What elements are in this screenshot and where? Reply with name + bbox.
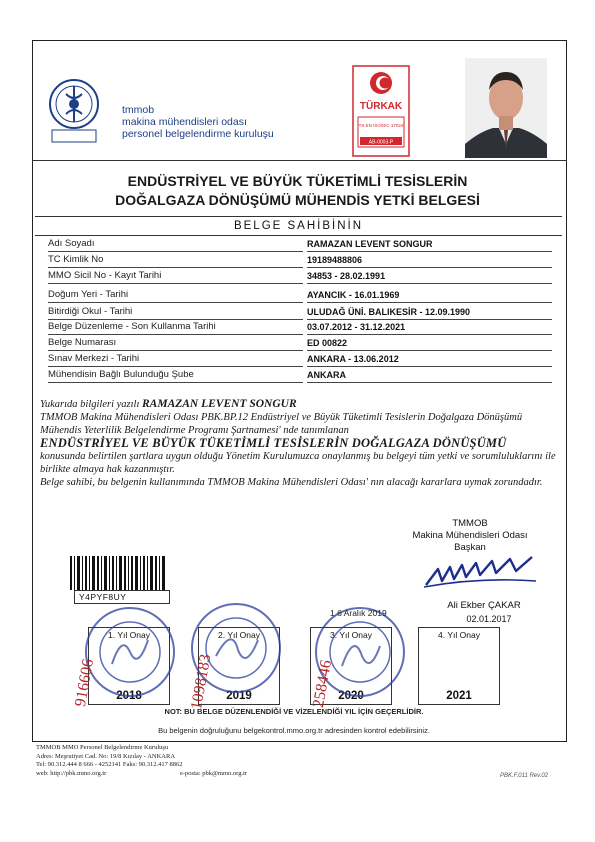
holder-heading: BELGE SAHİBİNİN bbox=[35, 216, 562, 236]
signer-block bbox=[380, 518, 560, 554]
approval-caption: 3. Yıl Onay bbox=[330, 630, 372, 640]
field-value: ULUDAĞ ÜNİ. BALIKESİR - 12.09.1990 bbox=[307, 305, 552, 320]
field-row bbox=[32, 320, 567, 336]
signer-date: 02.01.2017 bbox=[466, 614, 512, 624]
field-row bbox=[32, 237, 567, 253]
red-serial-number: 916606 bbox=[72, 657, 98, 708]
barcode bbox=[70, 556, 165, 590]
red-serial-number: 1098183 bbox=[188, 652, 215, 711]
certificate-title bbox=[60, 172, 535, 210]
approval-year: 2018 bbox=[116, 690, 142, 702]
verification-note: Bu belgenin doğruluğunu belgekontrol.mmo.org.tr adresinden kontrol edebilirsiniz. bbox=[158, 726, 430, 735]
address-line2: Adres: Meşrutiyet Cad. No: 19/8 Kızılay - ANKARA bbox=[36, 752, 176, 760]
approval-caption: 1. Yıl Onay bbox=[108, 630, 150, 640]
field-row bbox=[32, 352, 567, 368]
title-line1: ENDÜSTRİYEL VE BÜYÜK TÜKETİMLİ TESİSLERİN bbox=[127, 173, 468, 189]
field-label: Sınav Merkezi - Tarihi bbox=[48, 352, 303, 367]
field-label: Belge Numarası bbox=[48, 336, 303, 351]
stamp-date: 1 6 Aralık 2019 bbox=[330, 608, 387, 618]
approval-year: 2020 bbox=[338, 690, 364, 702]
field-row bbox=[32, 269, 567, 285]
svg-text:AB-0003-P: AB-0003-P bbox=[368, 139, 394, 146]
approval-box bbox=[418, 627, 500, 705]
approval-caption: 2. Yıl Onay bbox=[218, 630, 260, 640]
signer-role: Başkan bbox=[454, 542, 486, 553]
field-row bbox=[32, 336, 567, 352]
org-line3: personel belgelendirme kuruluşu bbox=[122, 128, 274, 140]
signer-org1: TMMOB bbox=[452, 518, 488, 529]
body-conditions: konusunda belirtilen şartlara uygun olduğu Yönetim Kurulumuzca onaylanmış bu belgeyi tüm yetki ve sorumluluklarını ile birlikte almaya hak kazanmıştır. bbox=[40, 451, 556, 475]
address-line4: web: http://pbk.mmo.org.tr bbox=[36, 769, 107, 777]
field-value: 03.07.2012 - 31.12.2021 bbox=[307, 320, 552, 335]
field-value: ANKARA bbox=[307, 368, 552, 383]
org-line2: makina mühendisleri odası bbox=[122, 116, 247, 128]
body-scope: ENDÜSTRİYEL VE BÜYÜK TÜKETİMLİ TESİSLERİN DOĞALGAZA DÖNÜŞÜMÜ bbox=[40, 436, 507, 450]
signer-name: Ali Ekber ÇAKAR bbox=[447, 600, 521, 611]
barcode-code: Y4PYF8UY bbox=[74, 590, 170, 604]
approval-caption: 4. Yıl Onay bbox=[438, 630, 480, 640]
field-label: Belge Düzenleme - Son Kullanma Tarihi bbox=[48, 320, 303, 335]
field-row bbox=[32, 305, 567, 321]
certificate-body bbox=[40, 398, 560, 489]
field-label: TC Kimlik No bbox=[48, 253, 303, 268]
president-signature bbox=[420, 555, 540, 595]
field-row bbox=[32, 288, 567, 304]
field-value: ED 00822 bbox=[307, 336, 552, 351]
approval-year: 2019 bbox=[226, 690, 252, 702]
header-divider bbox=[32, 160, 567, 161]
red-serial-number: 258446 bbox=[310, 658, 336, 709]
address-line3: Tel: 90.312.444 8 666 - 4252141 Faks: 90.312.417 8862 bbox=[36, 761, 183, 768]
body-program: TMMOB Makina Mühendisleri Odası PBK.BP.12 Endüstriyel ve Büyük Tüketimli Tesislerin Doğalgaza Dönüşümü Mühendis Yeterlilik Belgelendirme Programı Şartnamesi' nde tanımlanan bbox=[40, 412, 523, 436]
org-name-block bbox=[122, 104, 274, 140]
field-label: Doğum Yeri - Tarihi bbox=[48, 288, 303, 303]
field-value: 19189488806 bbox=[307, 253, 552, 268]
footer-email: e-posta: pbk@mmo.org.tr bbox=[180, 770, 248, 777]
org-line1: tmmob bbox=[122, 104, 155, 116]
field-label: MMO Sicil No - Kayıt Tarihi bbox=[48, 269, 303, 284]
validity-note bbox=[64, 707, 524, 735]
svg-text:TS EN ISO/IEC 17024: TS EN ISO/IEC 17024 bbox=[358, 123, 404, 128]
field-row bbox=[32, 368, 567, 384]
field-value: RAMAZAN LEVENT SONGUR bbox=[307, 237, 552, 252]
field-label: Mühendisin Bağlı Bulunduğu Şube bbox=[48, 368, 303, 383]
body-intro: Yukarıda bilgileri yazılı bbox=[40, 399, 140, 410]
turkak-accreditation-icon bbox=[352, 65, 410, 157]
field-row bbox=[32, 253, 567, 269]
title-line2: DOĞALGAZA DÖNÜŞÜMÜ MÜHENDİS YETKİ BELGESİ bbox=[115, 192, 480, 208]
document-code: PBK.F.011 Rev.02 bbox=[500, 773, 549, 779]
footer-address bbox=[36, 744, 296, 778]
field-label: Bitirdiği Okul - Tarihi bbox=[48, 305, 303, 320]
signer-org2: Makina Mühendisleri Odası bbox=[412, 530, 528, 541]
field-value: AYANCIK - 16.01.1969 bbox=[307, 288, 552, 303]
field-value: ANKARA - 13.06.2012 bbox=[307, 352, 552, 367]
field-label: Adı Soyadı bbox=[48, 237, 303, 252]
body-holder-name: RAMAZAN LEVENT SONGUR bbox=[142, 398, 297, 410]
holder-photo bbox=[465, 58, 547, 158]
field-value: 34853 - 28.02.1991 bbox=[307, 269, 552, 284]
mmo-seal-stamp-icon bbox=[82, 604, 178, 700]
address-line1: TMMOB MMO Personel Belgelendirme Kuruluşu bbox=[36, 744, 169, 751]
tmmob-logo-icon bbox=[46, 72, 102, 146]
approval-year: 2021 bbox=[446, 690, 472, 702]
validity-note-bold: NOT: BU BELGE DÜZENLENDİĞİ VE VİZELENDİĞİ YIL İÇİN GEÇERLİDİR. bbox=[164, 707, 424, 716]
svg-text:TÜRKAK: TÜRKAK bbox=[359, 101, 403, 112]
body-obligation: Belge sahibi, bu belgenin kullanımında TMMOB Makina Mühendisleri Odası' nın alacağı kararlara uymak zorundadır. bbox=[40, 477, 543, 488]
